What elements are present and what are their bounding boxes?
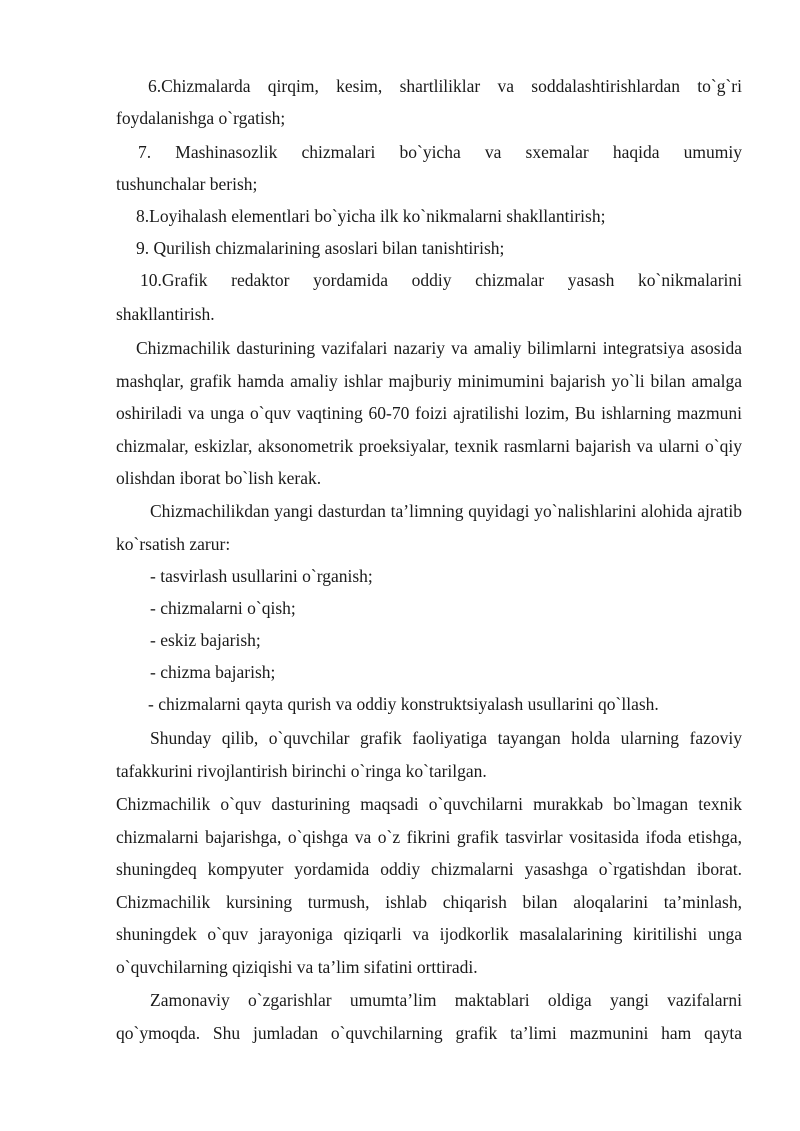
paragraph-goal: Chizmachilik o`quv dasturining maqsadi o`quvchilarni murakkab bo`lmagan texnik chizmalarni bajarishga, o`qishga va o`z fikrini grafik tasvirlar vositasida ifoda etishga, shuningdeq kompyuter yordamida oddiy chizmalarni yasashga o`rgatishdan iborat. Chizmachilik kursining turmush, ishlab chiqarish bilan aloqalarini ta’minlash, shuningdek o`quv jarayoniga qiziqarli va ijodkorlik masalalarining kiritilishi unga o`quvchilarning qiziqishi va ta’lim sifatini orttiradi.: [116, 794, 742, 977]
list-item-10-line2: shakllantirish.: [116, 304, 215, 324]
paragraph-modern: Zamonaviy o`zgarishlar umumta’lim maktablari oldiga yangi vazifalarni qo`ymoqda. Shu jumladan o`quvchilarning grafik ta’limi mazmunini ham qayta: [116, 990, 742, 1043]
list-item-6-line2: foydalanishga o`rgatish;: [116, 108, 286, 128]
paragraph-conclusion: Shunday qilib, o`quvchilar grafik faoliyatiga tayangan holda ularning fazoviy tafakkurini rivojlantirish birinchi o`ringa ko`tarilgan.: [116, 728, 742, 781]
list-item-6-line1: 6.Chizmalarda qirqim, kesim, shartliliklar va soddalashtirishlardan to`g`ri: [148, 76, 742, 96]
list-item-8: 8.Loyihalash elementlari bo`yicha ilk ko`nikmalarni shakllantirish;: [136, 206, 606, 226]
bullet-item: - chizma bajarish;: [150, 662, 276, 682]
bullet-item: - eskiz bajarish;: [150, 630, 261, 650]
bullet-item: - chizmalarni o`qish;: [150, 598, 296, 618]
list-item-7-line2: tushunchalar berish;: [116, 174, 258, 194]
list-item-9: 9. Qurilish chizmalarining asoslari bilan tanishtirish;: [136, 238, 505, 258]
paragraph-directions: Chizmachilikdan yangi dasturdan ta’limning quyidagi yo`nalishlarini alohida ajratib ko`rsatish zarur:: [116, 501, 742, 554]
paragraph-tasks: Chizmachilik dasturining vazifalari nazariy va amaliy bilimlarni integratsiya asosida mashqlar, grafik hamda amaliy ishlar majburiy minimumini bajarish yo`li bilan amalga oshiriladi va unga o`quv vaqtining 60-70 foizi ajratilishi lozim, Bu ishlarning mazmuni chizmalar, eskizlar, aksonometrik proeksiyalar, texnik rasmlarni bajarish va ularni o`qiy olishdan iborat bo`lish kerak.: [116, 338, 742, 488]
bullet-item: - chizmalarni qayta qurish va oddiy konstruktsiyalash usullarini qo`llash.: [148, 694, 659, 714]
list-item-7-line1: 7. Mashinasozlik chizmalari bo`yicha va sxemalar haqida umumiy: [138, 142, 742, 162]
list-item-10-line1: 10.Grafik redaktor yordamida oddiy chizmalar yasash ko`nikmalarini: [140, 270, 742, 290]
bullet-item: - tasvirlash usullarini o`rganish;: [150, 566, 373, 586]
